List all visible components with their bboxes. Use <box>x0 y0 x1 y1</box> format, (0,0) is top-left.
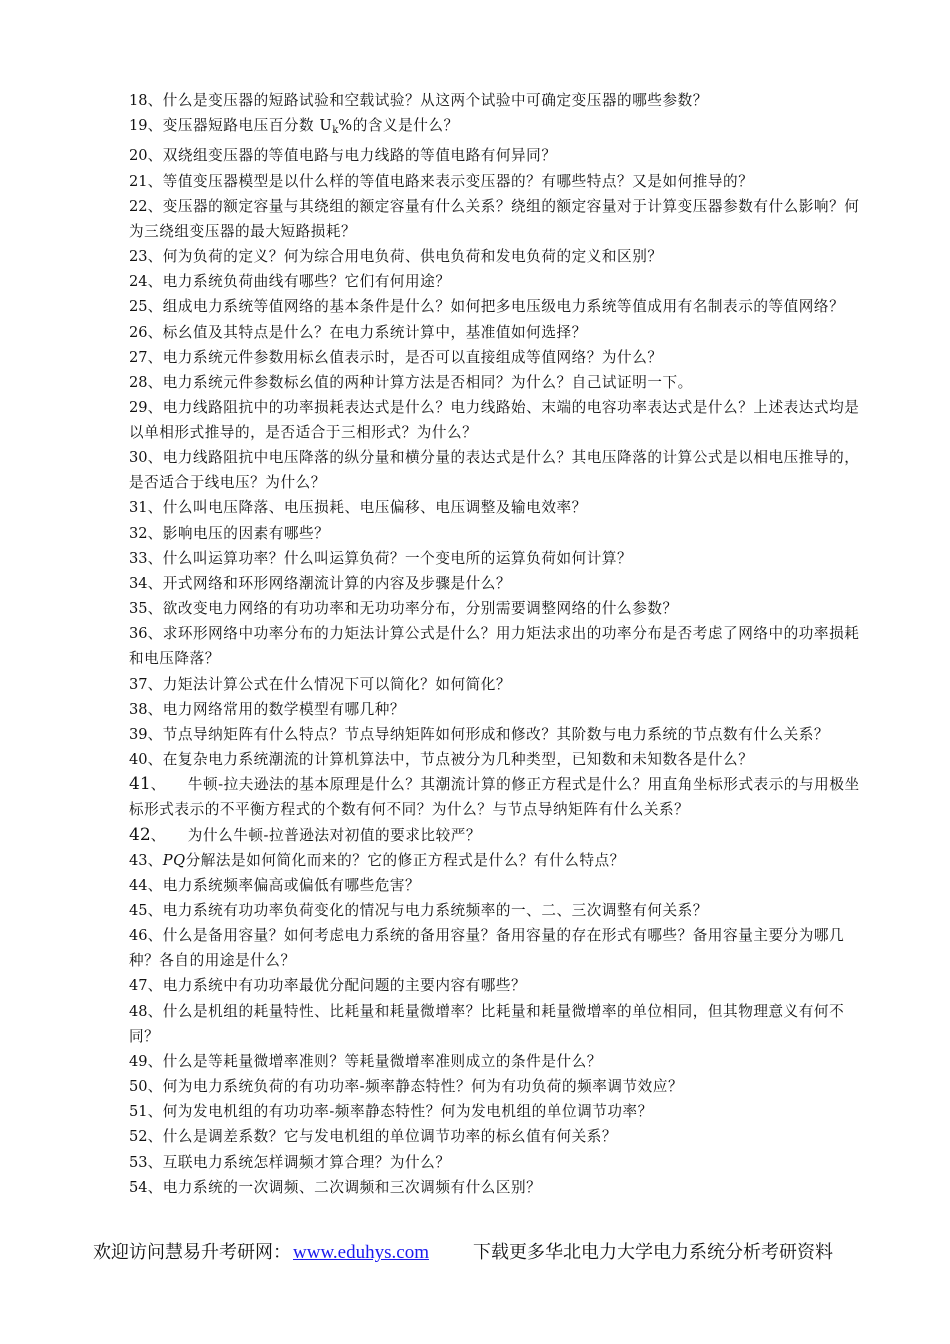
question-text: 等值变压器模型是以什么样的等值电路来表示变压器的？有哪些特点？又是如何推导的？ <box>162 172 754 190</box>
question-text: 何为负荷的定义？何为综合用电负荷、供电负荷和发电负荷的定义和区别？ <box>162 247 663 265</box>
question-separator: 、 <box>147 902 163 920</box>
question-number: 46 <box>129 927 148 945</box>
question-text: 什么叫运算功率？什么叫运算负荷？一个变电所的运算负荷如何计算？ <box>162 549 633 567</box>
question-number: 45 <box>129 902 148 920</box>
question-separator: 、 <box>147 1128 163 1146</box>
question-separator: 、 <box>147 675 163 693</box>
question-item <box>129 345 871 370</box>
question-separator: 、 <box>147 273 163 291</box>
question-separator: 、 <box>147 851 163 869</box>
question-number: 31 <box>129 499 148 517</box>
question-separator: 、 <box>147 197 163 215</box>
pq-label: PQ <box>162 851 186 869</box>
subscript-k: k <box>332 125 339 137</box>
question-separator: 、 <box>147 1178 163 1196</box>
question-separator: 、 <box>150 776 166 794</box>
question-separator: 、 <box>147 1052 163 1070</box>
question-separator: 、 <box>147 625 163 643</box>
question-item <box>129 1074 871 1099</box>
question-separator: 、 <box>147 700 163 718</box>
question-separator: 、 <box>147 92 163 109</box>
question-separator: 、 <box>147 600 163 618</box>
question-number: 33 <box>129 549 148 567</box>
question-number: 47 <box>129 977 148 995</box>
question-separator: 、 <box>147 298 163 316</box>
question-separator: 、 <box>147 927 163 945</box>
question-item <box>129 571 871 596</box>
question-number: 36 <box>129 625 148 643</box>
question-text: 牛顿-拉夫逊法的基本原理是什么？其潮流计算的修正方程式是什么？用直角坐标形式表示的与用极坐标形式表示的不平衡方程式的个数有何不同？为什么？与节点导纳矩阵有什么关系？ <box>129 776 860 819</box>
question-item <box>129 999 871 1049</box>
question-number: 48 <box>129 1002 148 1020</box>
question-text: 什么叫电压降落、电压损耗、电压偏移、电压调整及输电效率？ <box>162 499 587 517</box>
question-number: 37 <box>129 675 148 693</box>
question-item <box>129 848 871 873</box>
question-text: 什么是等耗量微增率准则？等耗量微增率准则成立的条件是什么？ <box>162 1052 602 1070</box>
question-text: 电力系统元件参数标幺值的两种计算方法是否相同？为什么？自己试证明一下。 <box>162 373 693 391</box>
question-number: 41 <box>129 774 151 795</box>
question-text: 开式网络和环形网络潮流计算的内容及步骤是什么？ <box>162 575 512 592</box>
question-text: 变压器短路电压百分数 U <box>162 117 333 135</box>
question-separator: 、 <box>147 725 163 743</box>
question-separator: 、 <box>147 499 163 517</box>
question-number: 25 <box>129 298 148 316</box>
question-item <box>129 697 871 722</box>
question-text: 欲改变电力网络的有功功率和无功功率分布，分别需要调整网络的什么参数？ <box>162 600 678 618</box>
question-item <box>129 395 871 445</box>
question-text: 什么是调差系数？它与发电机组的单位调节功率的标幺值有何关系？ <box>162 1128 618 1146</box>
footer-welcome-text: 欢迎访问慧易升考研网： <box>93 1242 291 1263</box>
question-number: 50 <box>129 1078 148 1095</box>
footer-download-text: 下载更多华北电力大学电力系统分析考研资料 <box>473 1242 833 1263</box>
question-text: 电力系统元件参数用标幺值表示时，是否可以直接组成等值网络？为什么？ <box>162 348 663 366</box>
question-number: 28 <box>129 373 148 391</box>
question-number: 54 <box>129 1178 148 1196</box>
question-item <box>129 1099 871 1124</box>
question-text: 在复杂电力系统潮流的计算机算法中，节点被分为几种类型，已知数和未知数各是什么？ <box>162 751 754 769</box>
question-separator: 、 <box>147 147 163 165</box>
question-item <box>129 546 871 571</box>
question-number: 52 <box>129 1128 148 1146</box>
question-text: 标幺值及其特点是什么？在电力系统计算中，基准值如何选择？ <box>162 323 587 341</box>
question-number: 40 <box>129 751 148 769</box>
question-item <box>129 772 871 822</box>
question-separator: 、 <box>147 348 163 366</box>
footer-site-link[interactable]: www.eduhys.com <box>293 1242 429 1263</box>
question-separator: 、 <box>147 117 163 135</box>
question-text: 什么是备用容量？如何考虑电力系统的备用容量？备用容量的存在形式有哪些？备用容量主要分为哪几种？各自的用途是什么？ <box>129 927 845 970</box>
question-item <box>129 143 871 168</box>
question-item <box>129 269 871 294</box>
question-number: 19 <box>129 117 148 135</box>
question-text: 电力系统负荷曲线有哪些？它们有何用途？ <box>162 273 451 291</box>
question-item <box>129 294 871 319</box>
question-text: 什么是变压器的短路试验和空载试验？从这两个试验中可确定变压器的哪些参数？ <box>162 92 708 109</box>
question-item <box>129 923 871 973</box>
question-separator: 、 <box>147 1153 163 1171</box>
question-number: 51 <box>129 1103 148 1121</box>
question-number: 53 <box>129 1153 148 1171</box>
question-item <box>129 823 871 848</box>
question-text: 互联电力系统怎样调频才算合理？为什么？ <box>162 1153 451 1171</box>
question-number: 42 <box>129 824 151 845</box>
question-item <box>129 495 871 520</box>
question-text: 什么是机组的耗量特性、比耗量和耗量微增率？比耗量和耗量微增率的单位相同，但其物理意义有何不同？ <box>129 1002 845 1045</box>
question-text: 双绕组变压器的等值电路与电力线路的等值电路有何异同？ <box>162 147 557 165</box>
question-item <box>129 1124 871 1149</box>
question-number: 34 <box>129 575 148 592</box>
question-separator: 、 <box>147 751 163 769</box>
question-text: 为什么牛顿-拉普逊法对初值的要求比较严？ <box>187 826 482 844</box>
question-item <box>129 320 871 345</box>
question-number: 43 <box>129 851 148 869</box>
question-text: 何为发电机组的有功功率-频率静态特性？何为发电机组的单位调节功率？ <box>162 1103 653 1121</box>
question-item <box>129 1150 871 1175</box>
question-item <box>129 1175 871 1200</box>
question-item <box>129 621 871 671</box>
question-text: 电力线路阻抗中电压降落的纵分量和横分量的表达式是什么？其电压降落的计算公式是以相电压推导的，是否适合于线电压？为什么？ <box>129 449 860 492</box>
question-text: 何为电力系统负荷的有功功率-频率静态特性？何为有功负荷的频率调节效应？ <box>162 1078 684 1095</box>
question-number: 23 <box>129 247 148 265</box>
question-separator: 、 <box>147 1103 163 1121</box>
question-separator: 、 <box>147 524 163 542</box>
question-separator: 、 <box>147 876 163 894</box>
question-text: 电力系统中有功功率最优分配问题的主要内容有哪些？ <box>162 977 527 995</box>
question-item <box>129 521 871 546</box>
question-separator: 、 <box>147 1078 163 1095</box>
question-number: 32 <box>129 524 148 542</box>
question-number: 20 <box>129 147 148 165</box>
question-number: 27 <box>129 348 148 366</box>
question-text: 节点导纳矩阵有什么特点？节点导纳矩阵如何形成和修改？其阶数与电力系统的节点数有什么关系？ <box>162 725 830 743</box>
question-number: 44 <box>129 876 148 894</box>
page-footer <box>93 1239 893 1267</box>
question-item <box>129 88 871 113</box>
question-number: 26 <box>129 323 148 341</box>
question-item <box>129 1049 871 1074</box>
question-separator: 、 <box>147 449 163 467</box>
question-text: %的含义是什么？ <box>338 117 459 135</box>
question-item <box>129 194 871 244</box>
question-item <box>129 973 871 998</box>
question-number: 39 <box>129 725 148 743</box>
question-item <box>129 445 871 495</box>
question-separator: 、 <box>147 575 163 592</box>
question-number: 22 <box>129 197 148 215</box>
question-number: 24 <box>129 273 148 291</box>
question-separator: 、 <box>147 323 163 341</box>
question-item <box>129 113 871 143</box>
question-item <box>129 596 871 621</box>
question-item <box>129 722 871 747</box>
question-item <box>129 747 871 772</box>
question-number: 30 <box>129 449 148 467</box>
question-text: 分解法是如何简化而来的？它的修正方程式是什么？有什么特点？ <box>185 851 625 869</box>
question-separator: 、 <box>147 399 163 417</box>
question-number: 49 <box>129 1052 148 1070</box>
question-number: 35 <box>129 600 148 618</box>
question-list <box>129 88 871 1200</box>
question-text: 力矩法计算公式在什么情况下可以简化？如何简化？ <box>162 675 512 693</box>
question-separator: 、 <box>147 977 163 995</box>
question-number: 18 <box>129 92 148 109</box>
question-text: 影响电压的因素有哪些？ <box>162 524 330 542</box>
question-text: 电力系统有功功率负荷变化的情况与电力系统频率的一、二、三次调整有何关系？ <box>162 902 708 920</box>
question-separator: 、 <box>147 1002 163 1020</box>
question-text: 电力网络常用的数学模型有哪几种？ <box>162 700 406 718</box>
question-item <box>129 370 871 395</box>
question-number: 29 <box>129 399 148 417</box>
question-text: 电力系统频率偏高或偏低有哪些危害？ <box>162 876 421 894</box>
question-number: 38 <box>129 700 148 718</box>
question-text: 电力系统的一次调频、二次调频和三次调频有什么区别？ <box>162 1178 542 1196</box>
question-number: 21 <box>129 172 148 190</box>
question-item <box>129 898 871 923</box>
question-item <box>129 873 871 898</box>
question-text: 电力线路阻抗中的功率损耗表达式是什么？电力线路始、末端的电容功率表达式是什么？上述表达式均是以单相形式推导的，是否适合于三相形式？为什么？ <box>129 399 860 442</box>
question-separator: 、 <box>147 373 163 391</box>
question-text: 求环形网络中功率分布的力矩法计算公式是什么？用力矩法求出的功率分布是否考虑了网络中的功率损耗和电压降落？ <box>129 625 860 668</box>
question-separator: 、 <box>147 247 163 265</box>
question-item <box>129 672 871 697</box>
question-item <box>129 169 871 194</box>
question-separator: 、 <box>150 826 166 844</box>
question-text: 组成电力系统等值网络的基本条件是什么？如何把多电压级电力系统等值成用有名制表示的等值网络？ <box>162 298 845 316</box>
question-item <box>129 244 871 269</box>
question-separator: 、 <box>147 172 163 190</box>
question-separator: 、 <box>147 549 163 567</box>
question-text: 变压器的额定容量与其绕组的额定容量有什么关系？绕组的额定容量对于计算变压器参数有什么影响？何为三绕组变压器的最大短路损耗？ <box>129 197 860 240</box>
